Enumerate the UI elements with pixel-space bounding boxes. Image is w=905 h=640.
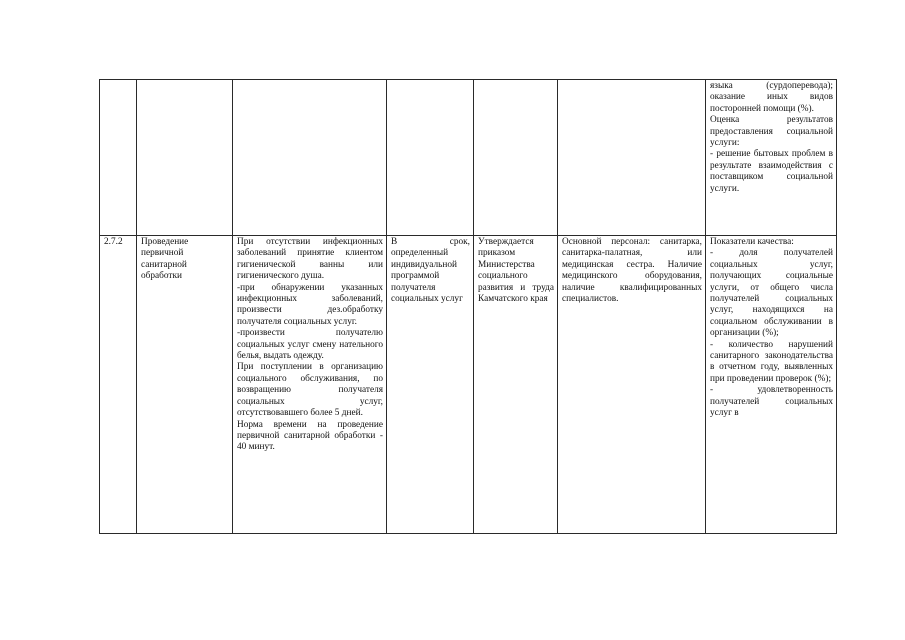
cell-term: В срок, определенный индивидуальной программой получателя социальных услуг — [387, 236, 474, 534]
cell-quality — [706, 236, 837, 534]
quality-indicator: - количество нарушений санитарного законодательства в отчетном году, выявленных при проведении проверок (%); — [710, 339, 833, 384]
cell-conditions-empty — [558, 80, 706, 236]
quality-assessment-item: - решение бытовых проблем в результате взаимодействия с поставщиком социальной услуги. — [710, 149, 833, 194]
table-row-2-7-2 — [100, 236, 837, 534]
cell-number: 2.7.2 — [100, 236, 137, 534]
quality-continued-line: языка (сурдоперевода); оказание иных видов посторонней помощи (%). — [710, 81, 833, 114]
quality-indicator: - удовлетворенность получателей социальных услуг в — [710, 385, 833, 419]
description-paragraph: Норма времени на проведение первичной санитарной обработки - 40 минут. — [237, 419, 383, 453]
quality-heading: Показатели качества: — [710, 237, 794, 247]
cell-tariff-empty — [474, 80, 558, 236]
description-paragraph: При поступлении в организацию социального обслуживания, по возвращению получателя социальных услуг, отсутствовавшего более 5 дней. — [237, 362, 383, 419]
table-row-continued — [100, 80, 837, 236]
cell-tariff: Утверждается приказом Министерства социального развития и труда Камчатского края — [474, 236, 558, 534]
cell-quality-continued — [706, 80, 837, 236]
quality-assessment-heading: Оценка результатов предоставления социальной услуги: — [710, 115, 833, 149]
cell-name-empty — [137, 80, 233, 236]
description-paragraph: -при обнаружении указанных инфекционных заболеваний, произвести дез.обработку получателя социальных услуг. — [237, 282, 383, 327]
cell-number-empty — [100, 80, 137, 236]
cell-description — [233, 236, 387, 534]
cell-description-empty — [233, 80, 387, 236]
cell-term-empty — [387, 80, 474, 236]
cell-service-name: Проведение первичной санитарной обработки — [137, 236, 233, 534]
quality-indicator: - доля получателей социальных услуг, получающих социальные услуги, от общего числа получателей социальных услуг, находящихся на социальном обслуживании в организации (%); — [710, 248, 833, 339]
cell-conditions: Основной персонал: санитарка, санитарка-палатная, или медицинская сестра. Наличие медицинского оборудования, наличие квалифицированных специалистов. — [558, 236, 706, 534]
services-table — [99, 79, 837, 534]
description-paragraph: При отсутствии инфекционных заболеваний принятие клиентом гигиенической ванны или гигиенического душа. — [237, 237, 383, 282]
description-paragraph: -произвести получателю социальных услуг смену нательного белья, выдать одежду. — [237, 328, 383, 362]
